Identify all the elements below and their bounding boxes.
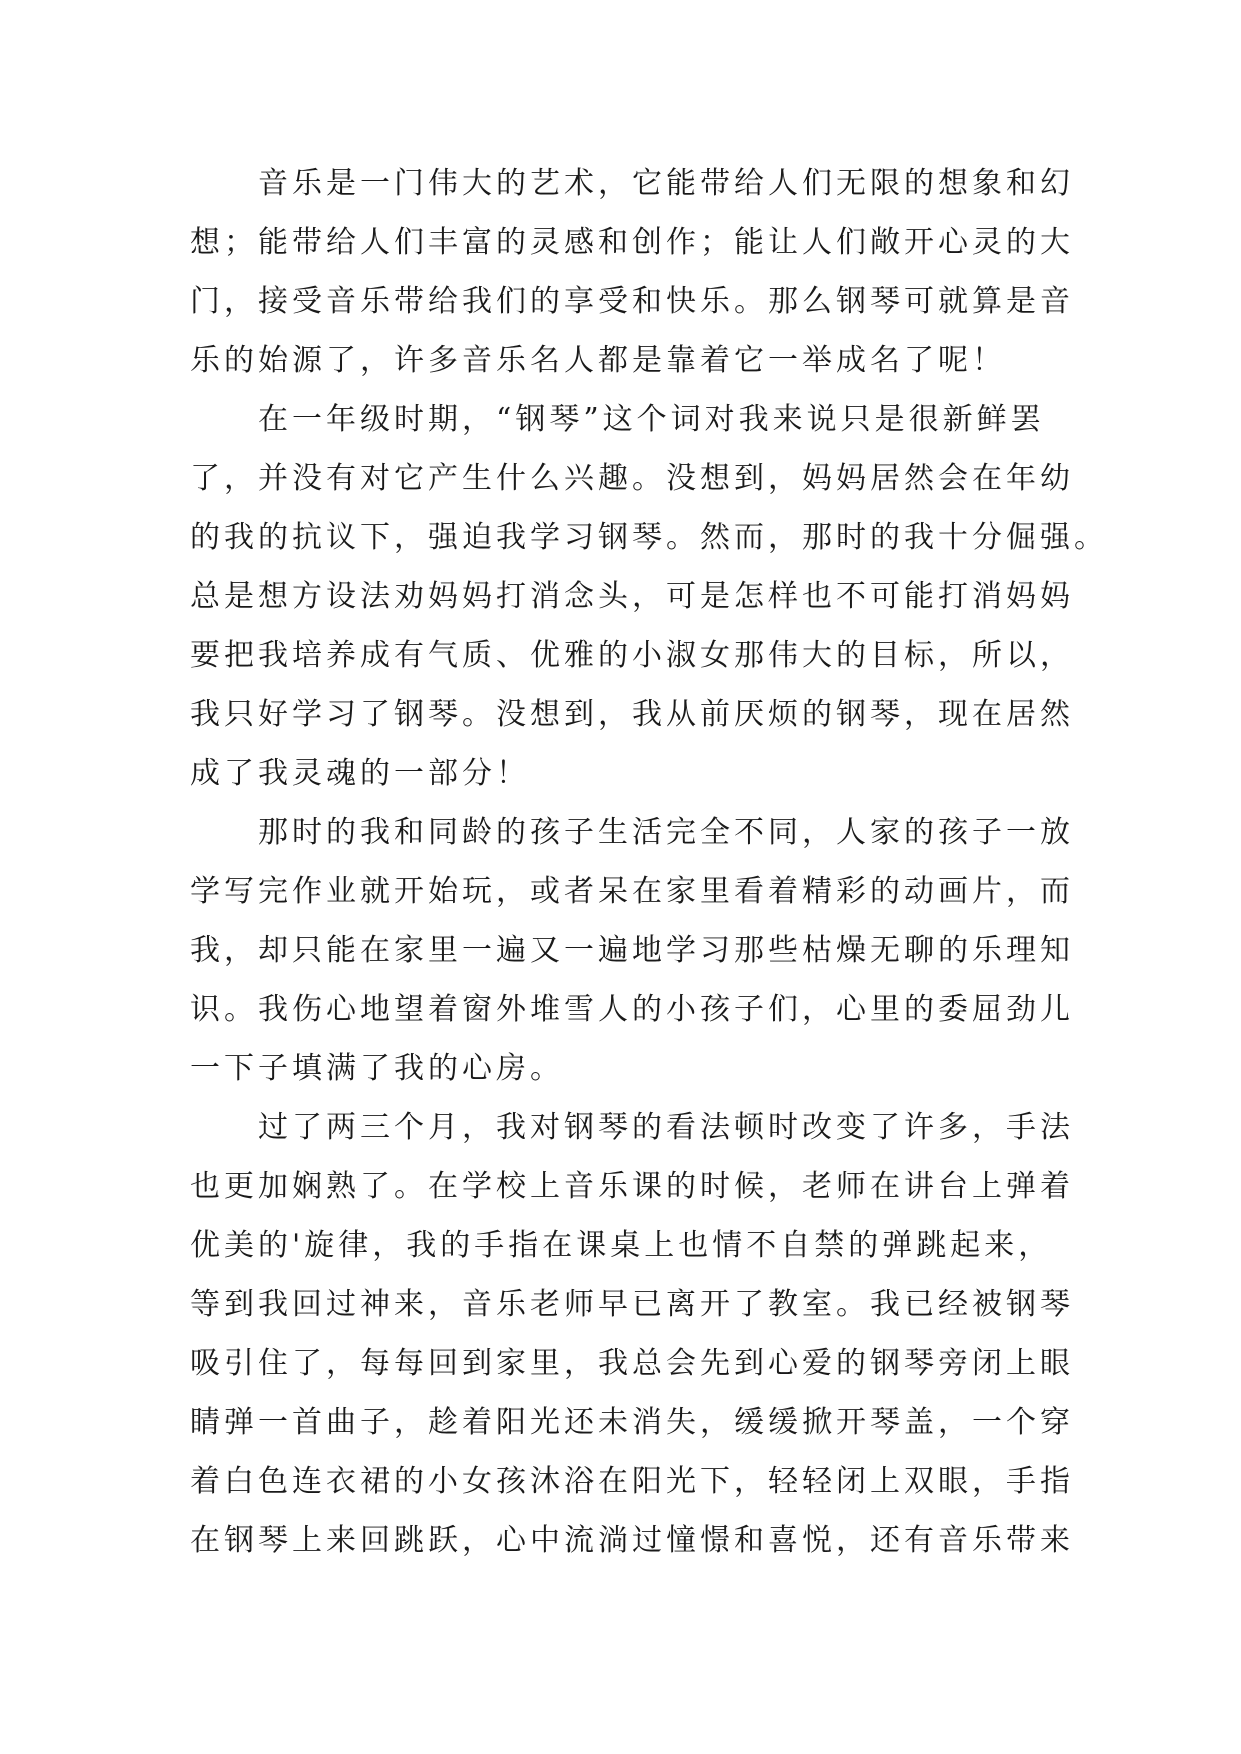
text-line: 着白色连衣裙的小女孩沐浴在阳光下，轻轻闭上双眼，手指 [190,1464,1074,1499]
text-line: 那时的我和同龄的孩子生活完全不同，人家的孩子一放 [190,815,1074,850]
text-line: 一下子填满了我的心房。 [190,1051,564,1086]
text-line: 也更加娴熟了。在学校上音乐课的时候，老师在讲台上弹着 [190,1169,1074,1204]
text-line: 了，并没有对它产生什么兴趣。没想到，妈妈居然会在年幼 [190,461,1074,496]
text-line: 睛弹一首曲子，趁着阳光还未消失，缓缓掀开琴盖，一个穿 [190,1405,1074,1440]
text-line: 在一年级时期，“钢琴”这个词对我来说只是很新鲜罢 [190,402,1045,437]
text-line: 我，却只能在家里一遍又一遍地学习那些枯燥无聊的乐理知 [190,933,1074,968]
text-line: 吸引住了，每每回到家里，我总会先到心爱的钢琴旁闭上眼 [190,1346,1074,1381]
text-line: 等到我回过神来，音乐老师早已离开了教室。我已经被钢琴 [190,1287,1074,1322]
text-line: 优美的'旋律，我的手指在课桌上也情不自禁的弹跳起来， [190,1228,1053,1263]
text-line: 在钢琴上来回跳跃，心中流淌过憧憬和喜悦，还有音乐带来 [190,1523,1074,1558]
text-line: 识。我伤心地望着窗外堆雪人的小孩子们，心里的委屈劲儿 [190,992,1074,1027]
text-line: 学写完作业就开始玩，或者呆在家里看着精彩的动画片，而 [190,874,1074,909]
text-line: 门，接受音乐带给我们的享受和快乐。那么钢琴可就算是音 [190,284,1074,319]
paragraph [190,1098,1074,1570]
text-line: 的我的抗议下，强迫我学习钢琴。然而，那时的我十分倔强。 [190,520,1108,555]
text-line: 音乐是一门伟大的艺术，它能带给人们无限的想象和幻 [190,166,1074,201]
text-line: 总是想方设法劝妈妈打消念头，可是怎样也不可能打消妈妈 [190,579,1074,614]
paragraph [190,390,1108,803]
text-line: 过了两三个月，我对钢琴的看法顿时改变了许多，手法 [190,1110,1074,1145]
paragraph [190,154,1074,390]
body-text [190,154,1108,1570]
text-line: 想；能带给人们丰富的灵感和创作；能让人们敞开心灵的大 [190,225,1074,260]
text-line: 要把我培养成有气质、优雅的小淑女那伟大的目标，所以， [190,638,1074,673]
text-line: 乐的始源了，许多音乐名人都是靠着它一举成名了呢！ [190,343,1006,378]
text-line: 我只好学习了钢琴。没想到，我从前厌烦的钢琴，现在居然 [190,697,1074,732]
text-line: 成了我灵魂的一部分！ [190,756,530,791]
paragraph [190,803,1074,1098]
